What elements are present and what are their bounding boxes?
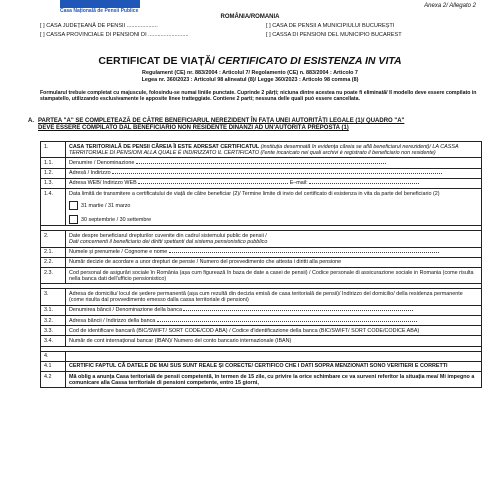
form-row [41,178,482,188]
row-number: 3.4. [41,336,66,346]
field-label: Adresă / Indirizzo [69,170,111,177]
section-number: 3. [41,289,66,305]
row-number: 2.1. [41,247,66,257]
row-number: 4.1 [41,361,66,371]
checkbox-bucharest-pension[interactable]: [ ] CASA DE PENSII A MUNICIPIULUI BUCUREȘTI [266,23,395,29]
regulation-line-1: Regulament (CE) nr. 883/2004 : Articolul 7/ Regolamento (CE) n. 883/2004 : Articolo 7 [142,70,358,76]
fill-line[interactable] [138,183,288,184]
field-fullname-2-1[interactable] [66,247,482,257]
cnpp-logo [60,0,140,8]
part-a-line-1: PARTEA "A" SE COMPLETEAZĂ DE CĂTRE BENEFICIARUL NEREZIDENT ÎN FAȚA UNEI AUTORITĂȚI LEGALE (1)/ QUADRO "A" [38,118,405,124]
field-bank-address-3-2[interactable] [66,316,482,326]
certificate-form-table [40,141,482,388]
part-a-line-2: DEVE ESSERE COMPILATO DAL BENEFICIARIO NON RESIDENTE DINANZI AD UN'AUTORITÀ PREPOSTA (1) [38,125,349,131]
instructions-text: Formularul trebuie completat cu majuscule, folosindu-se numai liniile punctate. Cuprinde 2 părți; niciuna dintre acestea nu poate fi eliminată/ Il modello deve essere compilato in stampatello, utilizzando esclusivamente le apposite linee tratteggiate. Contiene 2 parti; nessuna delle quali può essere cancellata. [40,90,477,103]
regulation-line-2: Legea nr. 360/2023 : Articolul 98 alineatul (8)/ Legge 360/2023 : Articolo 98 comma (8) [141,77,359,83]
section-2-header [41,231,482,247]
fill-line[interactable] [309,183,419,184]
field-bic-swift-3-3[interactable] [66,326,482,336]
field-label: Adresa WEB/ Indirizzo WEB [69,180,137,187]
row-number: 3.2. [41,316,66,326]
section-number: 2. [41,231,66,247]
form-row [41,361,482,371]
form-row [41,158,482,168]
annex-label: Anexa 2/ Allegato 2 [424,3,476,9]
logo-caption: Casa Națională de Pensii Publice [60,8,139,14]
form-row [41,372,482,388]
section-4-header [41,351,482,361]
section-2-heading-it: Dati concernenti il beneficiario dei diritti spettanti dal sistema pensionistico pubblico [69,238,268,245]
checkbox-bucarest-municipal[interactable]: [ ] CASSA DI PENSIONI DEL MUNICIPIO BUCAREST [266,32,402,38]
field-label: Număr de cont internațional bancar (IBAN)/ Numero del conto bancario internazionale (IBAN) [69,337,292,344]
row-number: 1.4. [41,189,66,226]
section-number: 4. [41,351,66,361]
form-row [41,336,482,346]
fill-line[interactable] [169,252,439,253]
section-1-header [41,142,482,158]
form-row [41,168,482,178]
row-number: 2.2. [41,257,66,267]
row-number: 1.3. [41,178,66,188]
row-number: 1.1. [41,158,66,168]
deadline-field-1-4 [66,189,482,226]
field-label: Numele și prenumele / Cognome e nome [69,249,168,256]
country-label: ROMÂNIA/ROMANIA [220,14,280,20]
fill-line[interactable] [112,173,442,174]
title-ro: CERTIFICAT DE VIAȚĂ/ [98,55,218,67]
row-number: 3.1. [41,305,66,315]
field-label: Număr decizie de acordare a unor drepturi de pensie / Numero del provvedimento che attesta i diritti alla pensione [69,259,342,266]
part-a-label: A. [28,118,34,124]
deadline-option-march[interactable] [69,201,478,210]
section-number: 1. [41,142,66,158]
checkbox-provincial-pension[interactable]: [ ] CASSA PROVINCIALE DI PENSIONI DI .......................... [40,32,189,38]
form-row [41,305,482,315]
field-name-1-1[interactable] [66,158,482,168]
section-3-header [41,289,482,305]
row-number: 3.3. [41,326,66,336]
section-2-heading-ro: Date despre beneficiarul drepturilor cuvenite din cadrul sistemului public de pensii / [69,232,267,239]
section-1-heading [66,142,482,158]
form-row [41,268,482,284]
field-label: Cod personal de asigurări sociale în România (așa cum figurează în baza de date a casei de pensii) / Codice personale di assicurazione sociale in Romania (come risulta nella banca dati dell'ufficio pensionistico) [69,269,474,282]
fill-line[interactable] [136,163,386,164]
email-label: E–mail: [289,180,308,187]
deadline-option-september[interactable] [69,215,478,224]
form-row [41,257,482,267]
section-1-heading-bold: CASA TERITORIALĂ DE PENSII CĂREIA ÎI ESTE ADRESAT CERTIFICATUL [69,143,260,150]
document-title [0,55,500,67]
checkbox-icon[interactable] [69,201,78,210]
section-4-heading [66,351,482,361]
field-label: Denumirea băncii / Denominazione della banca [69,307,182,314]
form-row [41,189,482,226]
field-label: Denumire / Denominazione [69,159,135,166]
declaration-4-2: Mă oblig a anunța Casa teritorială de pensii competentă, în termen de 15 zile, cu privire la orice schimbare ce va surveni referitor la situația mea/ Mi impegno a comunicare alla Cassa territoriale di pensioni competente, entro 15 giorni, [66,372,482,388]
form-row [41,326,482,336]
option-label: 30 septembrie / 30 settembre [81,216,152,223]
field-address-1-2[interactable] [66,168,482,178]
option-label: 31 martie / 31 marzo [81,202,131,209]
field-label: Cod de identificare bancară (BIC/SWIFT/ SORT CODE/COD ABA) / Codice d'identificazione della banca (BIC/SWIFT/ SORT CODE/CODICE ABA) [69,327,420,334]
field-web-1-3[interactable] [66,178,482,188]
fill-line[interactable] [183,310,413,311]
section-2-heading [66,231,482,247]
fill-line[interactable] [157,321,417,322]
section-3-heading: Adresa de domiciliu/ locul de ședere permanentă (așa cum rezultă din decizia emisă de casa teritorială de pensii)/ Indirizzo del domicilio/ della residenza permanente (come risulta dal provvedimento emesso dalla cassa territoriale di pensioni) [66,289,482,305]
field-iban-3-4[interactable] [66,336,482,346]
field-label: Adresa băncii / Indirizzo della banca [69,317,156,324]
row-number: 1.2. [41,168,66,178]
checkbox-county-pension[interactable]: [ ] CASA JUDEȚEANĂ DE PENSII .................... [40,23,158,29]
row-number: 4.2 [41,372,66,388]
field-social-code-2-3[interactable] [66,268,482,284]
checkbox-icon[interactable] [69,215,78,224]
field-bank-name-3-1[interactable] [66,305,482,315]
field-decision-2-2[interactable] [66,257,482,267]
declaration-4-1: CERTIFIC FAPTUL CĂ DATELE DE MAI SUS SUNT REALE ȘI CORECTE/ CERTIFICO CHE I DATI SOPRA MENZIONATI SONO VERITIERI E CORRETTI [66,361,482,371]
section-1-heading-rest: (instituția desemnată în evidența căreia se află beneficiarul nerezident)/ LA CASSA TERRITORIALE DI PENSIONI ALLA QUALE È INDIRIZZATO IL CERTIFICATO (l'ente incaricato nei quali archivi è registrato il beneficiario non residente) [69,143,459,156]
form-row [41,247,482,257]
form-row [41,316,482,326]
row-number: 2.3. [41,268,66,284]
field-label: Data limită de transmitere a certificatului de viață de către beneficiar (2)/ Termine limite di invio del certificato di esistenza in vita da parte del beneficiario (2) [69,190,440,197]
title-it: CERTIFICATO DI ESISTENZA IN VITA [217,55,402,67]
